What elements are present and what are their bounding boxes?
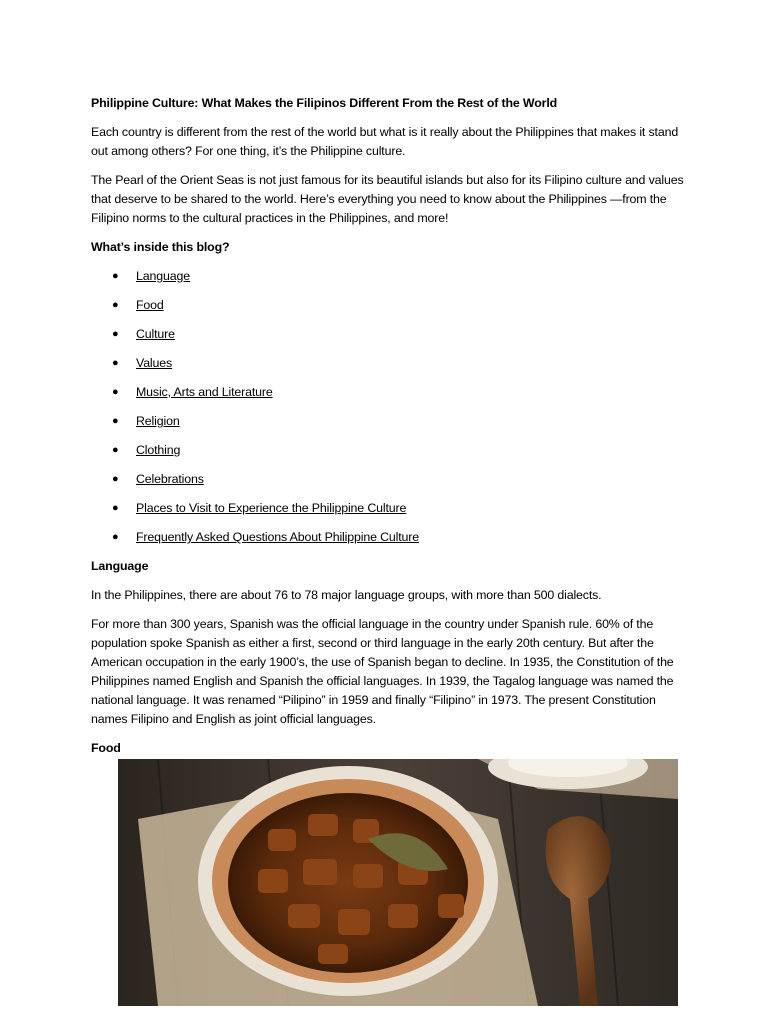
page-title: Philippine Culture: What Makes the Filipinos Different From the Rest of the World bbox=[91, 96, 558, 110]
language-paragraph-2: For more than 300 years, Spanish was the official language in the country under Spanish rule. 60% of the population spoke Spanish as either a first, second or third language in the early 20th century. But after the American occupation in the early 1900’s, the use of Spanish began to decline. In 1935, the Constitution of the Philippines named English and Spanish the official languages. In 1939, the Tagalog language was named the national language. It was renamed “Pilipino” in 1959 and finally “Filipino” in 1973. The present Constitution names Filipino and English as joint official languages. bbox=[91, 617, 674, 726]
toc-link-language[interactable]: Language bbox=[136, 269, 190, 283]
toc-item-food bbox=[91, 296, 691, 325]
bullet-icon: ● bbox=[112, 299, 119, 311]
bullet-icon: ● bbox=[112, 531, 119, 543]
toc-link-food[interactable]: Food bbox=[136, 298, 164, 312]
toc-item-values bbox=[91, 354, 691, 383]
toc-item-religion bbox=[91, 412, 691, 441]
intro-paragraph-2: The Pearl of the Orient Seas is not just famous for its beautiful islands but also for its Filipino culture and values that deserve to be shared to the world. Here’s everything you need to know about the Philippines —from the Filipino norms to the cultural practices in the Philippines, and more! bbox=[91, 173, 684, 225]
food-photo-illustration bbox=[118, 759, 678, 1006]
toc-item-faq bbox=[91, 528, 691, 557]
bullet-icon: ● bbox=[112, 357, 119, 369]
toc-heading: What’s inside this blog? bbox=[91, 240, 230, 254]
toc-item-celebrations bbox=[91, 470, 691, 499]
bullet-icon: ● bbox=[112, 328, 119, 340]
table-of-contents bbox=[91, 267, 691, 557]
bullet-icon: ● bbox=[112, 415, 119, 427]
bullet-icon: ● bbox=[112, 473, 119, 485]
toc-link-places[interactable]: Places to Visit to Experience the Philippine Culture bbox=[136, 501, 407, 515]
toc-link-culture[interactable]: Culture bbox=[136, 327, 175, 341]
toc-item-music-arts bbox=[91, 383, 691, 412]
language-paragraph-1: In the Philippines, there are about 76 to 78 major language groups, with more than 500 dialects. bbox=[91, 588, 602, 602]
toc-link-faq[interactable]: Frequently Asked Questions About Philippine Culture bbox=[136, 530, 420, 544]
document-body bbox=[91, 94, 691, 768]
toc-link-religion[interactable]: Religion bbox=[136, 414, 180, 428]
toc-link-clothing[interactable]: Clothing bbox=[136, 443, 181, 457]
bullet-icon: ● bbox=[112, 502, 119, 514]
bullet-icon: ● bbox=[112, 386, 119, 398]
toc-item-culture bbox=[91, 325, 691, 354]
toc-item-language bbox=[91, 267, 691, 296]
toc-link-values[interactable]: Values bbox=[136, 356, 173, 370]
adobo-dish-photo bbox=[118, 759, 678, 1006]
language-heading: Language bbox=[91, 559, 149, 573]
bullet-icon: ● bbox=[112, 444, 119, 456]
bullet-icon: ● bbox=[112, 270, 119, 282]
intro-paragraph-1: Each country is different from the rest of the world but what is it really about the Philippines that makes it stand out among others? For one thing, it’s the Philippine culture. bbox=[91, 125, 679, 158]
toc-link-celebrations[interactable]: Celebrations bbox=[136, 472, 204, 486]
toc-item-clothing bbox=[91, 441, 691, 470]
toc-link-music-arts[interactable]: Music, Arts and Literature bbox=[136, 385, 273, 399]
food-heading: Food bbox=[91, 741, 121, 755]
toc-item-places bbox=[91, 499, 691, 528]
